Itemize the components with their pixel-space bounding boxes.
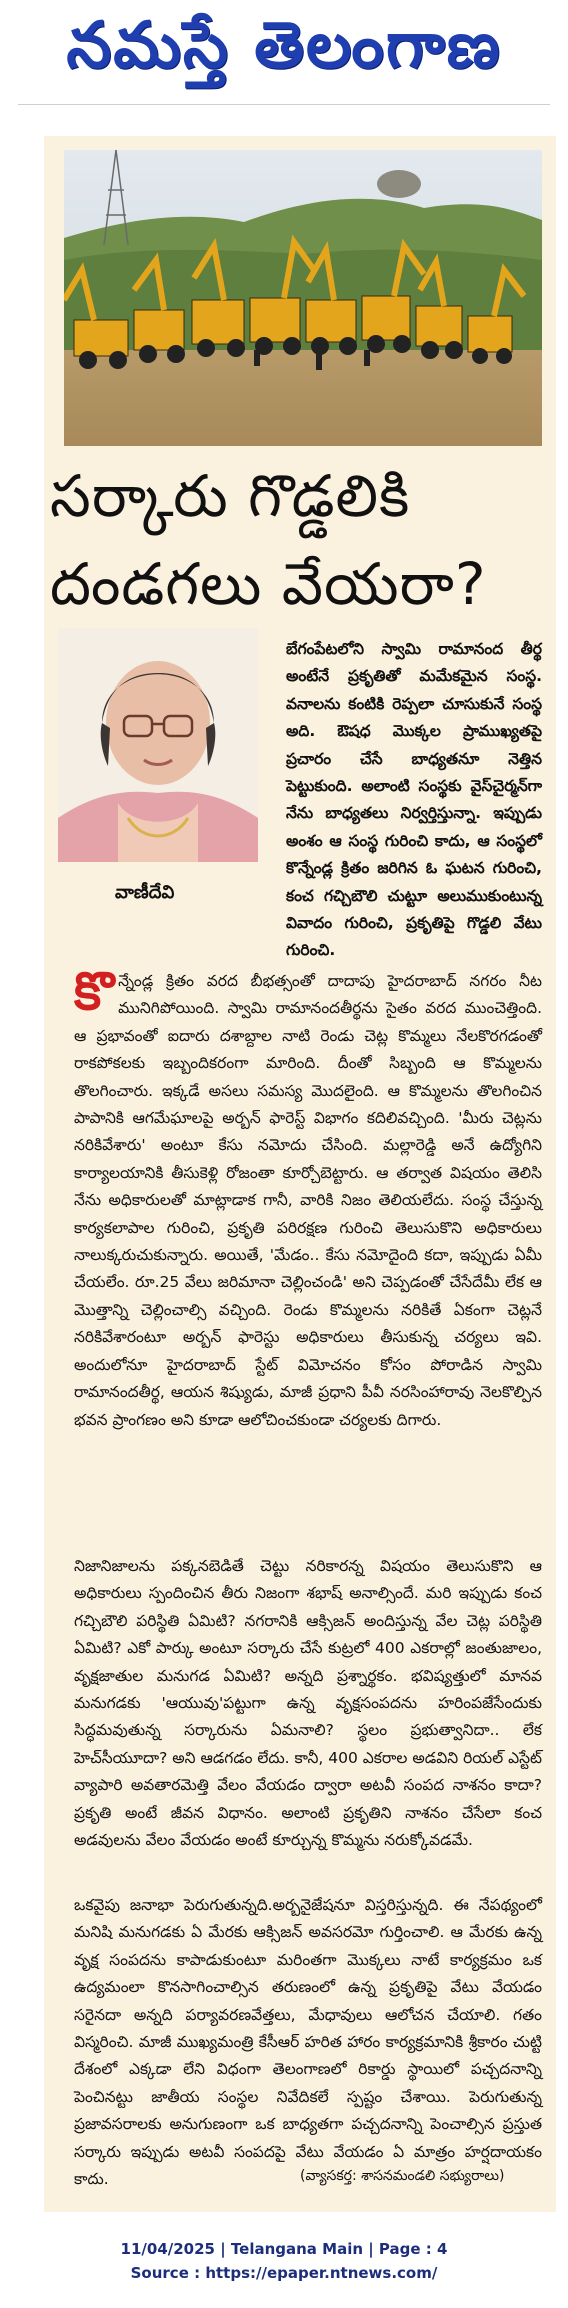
- article-headline: [50, 452, 550, 628]
- portrait-illustration: [58, 628, 258, 862]
- footer-date-page: 11/04/2025 | Telangana Main | Page : 4: [120, 2240, 448, 2258]
- article-paragraph-3: ఒకవైపు జనాభా పెరుగుతున్నది.అర్బనైజేషనూ విస్తరిస్తున్నది. ఈ నేపథ్యంలో మనిషి మనుగడకు ఏ మేరకు ఆక్సిజన్ అవసరమో గుర్తించాలి. ఆ మేరకు ఉన్న వృక్ష సంపదను కాపాడుకుంటూ మరింతగా మొక్కలు నాటే కార్యక్రమం ఒక ఉద్యమంలా కొనసాగించాల్సిన తరుణంలో ఉన్న ప్రకృతిపై వేటు వేయడం సరైనదా అన్నది పర్యావరణవేత్తలు, మేధావులు ఆలోచన చేయాలి. గతం విస్మరించి. మాజీ ముఖ్యమంత్రి కేసీఆర్ హరిత హారం కార్యక్రమానికి శ్రీకారం చుట్టి దేశంలో ఎక్కడా లేని విధంగా తెలంగాణలో రికార్డు స్థాయిలో పచ్చదనాన్ని పెంచినట్టు జాతీయ సంస్థల నివేదికలే స్పష్టం చేశాయి. పెరుగుతున్న ప్రజావసరాలకు అనుగుణంగా ఒక బాధ్యతగా పచ్చదనాన్ని పెంచాల్సిన ప్రస్తుత సర్కారు ఇప్పుడు అటవీ సంపదపై వేటు వేయడం ఏ మాత్రం హర్షదాయకం కాదు.: [74, 1896, 542, 2189]
- footer-source[interactable]: Source : https://epaper.ntnews.com/: [130, 2264, 438, 2282]
- drop-cap: కొ: [74, 962, 115, 1022]
- paragraph-1-text: న్నేండ్ల క్రితం వరద బీభత్సంతో దాదాపు హైదరాబాద్ నగరం నీట మునిగిపోయింది. స్వామి రామానందతీర్థను సైతం వరద ముంచెత్తింది. ఆ ప్రభావంతో ఐదారు దశాబ్దాల నాటి రెండు చెట్ల కొమ్మలు నేలకొరగడంతో రాకపోకలకు ఇబ్బందికరంగా మారింది. దీంతో సిబ్బంది ఆ కొమ్మలను తొలగించారు. ఇక్కడే అసలు సమస్య మొదలైంది. ఆ కొమ్మలను తొలగించిన పాపానికి ఆగమేఘాలపై అర్బన్ ఫారెస్ట్ విభాగం కదిలివచ్చింది. 'మీరు చెట్లను నరికివేశారు' అంటూ కేసు నమోదు చేసింది. మల్లారెడ్డి అనే ఉద్యోగిని కార్యాలయానికి తీసుకెళ్లి రోజంతా కూర్చోబెట్టారు. ఆ తర్వాత విషయం తెలిసి నేను అధికారులతో మాట్లాడాక గానీ, వారికి నిజం తెలియలేదు. సంస్థ చేస్తున్న కార్యకలాపాల గురించి, ప్రకృతి పరిరక్షణ గురించి తెలుసుకొని అధికారులు నాలుక్కరుచుకున్నారు. అయితే, 'మేడం.. కేసు నమోదైంది కదా, ఇప్పుడు ఏమీ చేయలేం. రూ.25 వేలు జరిమానా చెల్లించండి' అని చెప్పడంతో చేసేదేమీ లేక ఆ మొత్తాన్ని చెల్లించాల్సి వచ్చింది. రెండు కొమ్మలను నరికితే ఏకంగా చెట్లనే నరికివేశారంటూ అర్బన్ ఫారెస్టు అధికారులు తీసుకున్న చర్యలు ఇవి. అందులోనూ హైదరాబాద్ స్టేట్ విమోచనం కోసం పోరాడిన స్వామి రామానందతీర్థ, ఆయన శిష్యుడు, మాజీ ప్రధాని పీవీ నరసింహారావు నెలకొల్పిన భవన ప్రాంగణం అని కూడా ఆలోచించకుండా చర్యలకు దిగారు.: [74, 972, 542, 1429]
- article-paragraph-1: [74, 962, 542, 1434]
- headline-line-1: సర్కారు గొడ్డలికి: [50, 462, 411, 530]
- masthead-title: నమస్తే తెలంగాణ: [66, 9, 502, 83]
- article-photo: [64, 150, 542, 446]
- photo-scene: [64, 150, 542, 446]
- author-name: వాణీదేవి: [115, 882, 175, 903]
- top-divider: [18, 104, 550, 105]
- author-byline: (వ్యాసకర్త: శాసనమండలి సభ్యురాలు): [300, 2168, 505, 2184]
- headline-line-2: దండగలు వేయరా?: [50, 550, 487, 618]
- masthead: [0, 0, 568, 100]
- article-paragraph-2: నిజానిజాలను పక్కనబెడితే చెట్టు నరికారన్న విషయం తెలుసుకొని ఆ అధికారులు స్పందించిన తీరు నిజంగా శభాష్ అనాల్సిందే. మరి ఇప్పుడు కంచ గచ్చిబౌలి పరిస్థితి ఏమిటి? నగరానికి ఆక్సిజన్ అందిస్తున్న వేల చెట్ల పరిస్థితి ఏమిటి? ఎకో పార్కు అంటూ సర్కారు చేసే కుట్రలో 400 ఎకరాల్లో జంతుజాలం, వృక్షజాతుల మనుగడ ఏమిటి? అన్నది ప్రశ్నార్థకం. భవిష్యత్తులో మానవ మనుగడకు 'ఆయువు'పట్టుగా ఉన్న వృక్షసంపదను హరింపజేసేందుకు సిద్ధమవుతున్న సర్కారును ఏమనాలి? స్థలం ప్రభుత్వానిదా.. లేక హెచ్‌సీయూదా? అని ఆడగడం లేదు. కానీ, 400 ఎకరాల అడవిని రియల్ ఎస్టేట్ వ్యాపారి అవతారమెత్తి వేలం వేయడం ద్వారా అటవీ సంపద నాశనం కాదా? ప్రకృతి అంటే జీవన విధానం. అలాంటి ప్రకృతిని నాశనం చేసేలా కంచ అడవులను వేలం వేయడం అంటే కూర్చున్న కొమ్మను నరుక్కోవడమే.: [74, 1557, 542, 1850]
- author-portrait: [58, 628, 258, 862]
- article-intro: బేగంపేటలోని స్వామి రామానంద తీర్థ అంటేనే ప్రకృతితో మమేకమైన సంస్థ. వనాలను కంటికి రెప్పలా చూసుకునే సంస్థ అది. ఔషధ మొక్కల ప్రాముఖ్యతపై ప్రచారం చేసే బాధ్యతనూ నెత్తిన పెట్టుకుంది. అలాంటి సంస్థకు వైస్‌చైర్మన్‌గా నేను బాధ్యతలు నిర్వర్తిస్తున్నా. ఇప్పుడు అంశం ఆ సంస్థ గురించి కాదు, ఆ సంస్థలో కొన్నేండ్ల క్రితం జరిగిన ఓ ఘటన గురించి, కంచ గచ్చిబౌలి చుట్టూ అలుముకుంటున్న వివాదం గురించి, ప్రకృతిపై గొడ్డలి వేటు గురించి.: [286, 640, 542, 960]
